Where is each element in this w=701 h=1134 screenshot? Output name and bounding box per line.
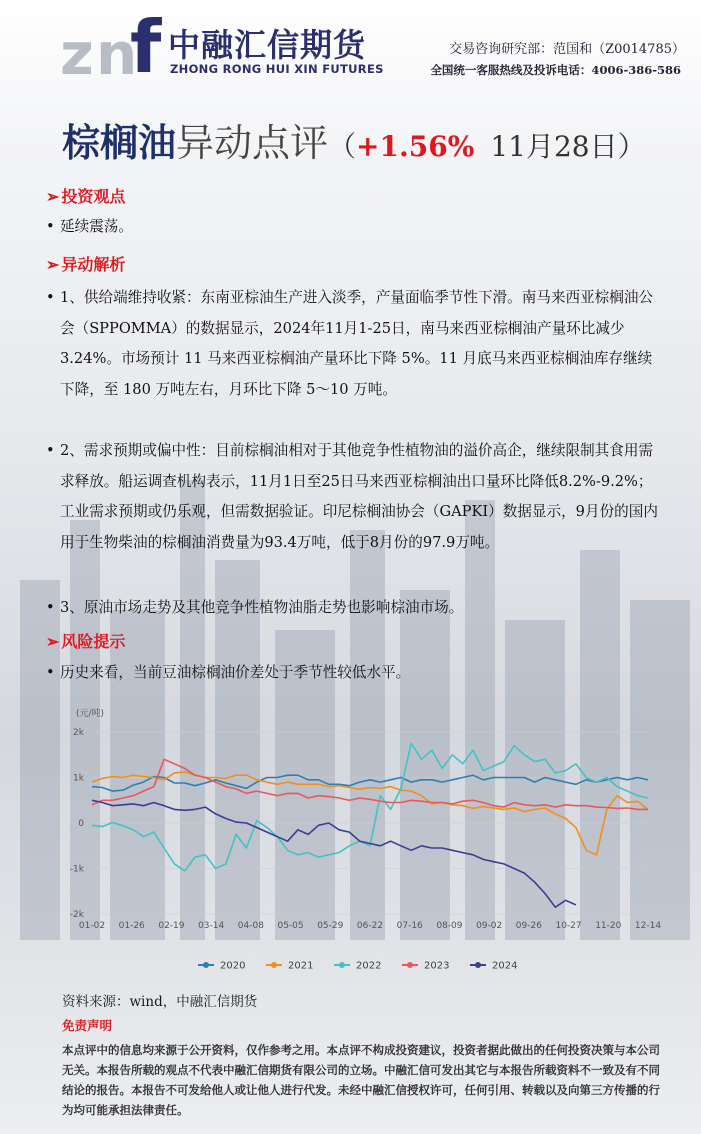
legend-label: 2023 [424, 960, 450, 972]
bullet-icon: • [46, 218, 55, 235]
disclaimer-text: 本点评中的信息均来源于公开资料，仅作参考之用。本点评不构成投资建议，投资者据此做出的任何投资决策与本公司无关。本报告所载的观点不代表中融汇信期货有限公司的立场。中融汇信可发出其它与本报告所载资料不一致及有不同结论的报告。本报告不可发给他人或让他人进行代发。未经中融汇信授权许可，任何引用、转载以及向第三方传播的行为均可能承担法律责任。 [62, 1043, 660, 1117]
x-tick-label: 03-14 [198, 921, 225, 931]
legend-label: 2022 [356, 960, 382, 972]
section-analysis-title: ➢ 异动解析 [46, 255, 126, 274]
x-tick-label: 11-20 [595, 921, 622, 931]
company-name-en: ZHONG RONG HUI XIN FUTURES [170, 62, 384, 76]
x-tick-label: 12-14 [634, 921, 662, 931]
svg-text:f: f [130, 5, 162, 89]
svg-text:n: n [96, 20, 138, 88]
bullet-icon: • [46, 664, 55, 681]
title-open-paren: （ [328, 130, 357, 163]
arrow-icon: ➢ [46, 632, 60, 651]
section-view-title: ➢ 投资观点 [46, 187, 126, 206]
legend-marker [203, 962, 209, 968]
y-tick-label: 2k [73, 728, 84, 738]
arrow-icon: ➢ [46, 255, 60, 274]
section-risk-title: ➢ 风险提示 [46, 632, 126, 651]
x-tick-label: 01-26 [118, 921, 145, 931]
arrow-icon: ➢ [46, 187, 60, 206]
svg-text:z: z [60, 20, 94, 88]
x-tick-label: 07-16 [396, 921, 423, 931]
y-tick-label: 0 [78, 819, 84, 829]
legend-marker [407, 962, 413, 968]
title-date: 11月28日） [490, 130, 646, 163]
x-tick-label: 02-19 [158, 921, 185, 931]
view-text: • 延续震荡。 [46, 212, 666, 243]
series-line-2023 [92, 759, 648, 809]
series-line-2022 [92, 743, 648, 870]
title-subtitle: 异动点评 [176, 121, 329, 165]
x-tick-label: 05-29 [317, 921, 344, 931]
risk-text: • 历史来看，当前豆油棕榈油价差处于季节性较低水平。 [46, 658, 666, 689]
disclaimer-title: 免责声明 [62, 1018, 113, 1033]
analysis-point-1: • 1、供给端维持收紧：东南亚棕油生产进入淡季，产量面临季节性下滑。南马来西亚棕榈油公会（SPPOMMA）的数据显示，2024年11月1-25日，南马来西亚棕榈油产量环比减少3.24%。市场预计 11 马来西亚棕榈油产量环比下降 5%。11 月底马来西亚棕榈油库存继续下降，至 180 万吨左右，月环比下降 5～10 万吨。 [46, 283, 666, 405]
title-change: +1.56% [356, 130, 475, 163]
x-tick-label: 10-27 [555, 921, 582, 931]
x-tick-label: 05-05 [277, 921, 304, 931]
page-title [62, 112, 646, 167]
legend-marker [475, 962, 481, 968]
bullet-icon: • [46, 442, 55, 459]
company-logo-icon [58, 5, 168, 89]
legend-marker [339, 962, 345, 968]
x-tick-label: 01-02 [78, 921, 106, 931]
y-tick-label: 1k [73, 773, 84, 784]
title-product: 棕榈油 [62, 120, 177, 165]
x-tick-label: 09-26 [515, 921, 542, 931]
analysis-point-3: • 3、原油市场走势及其他竞争性植物油脂走势也影响棕油市场。 [46, 593, 666, 624]
bullet-icon: • [46, 599, 55, 616]
legend-label: 2024 [492, 960, 518, 972]
spread-chart [48, 700, 662, 980]
legend-label: 2021 [288, 960, 314, 972]
y-axis-label: (元/吨) [76, 709, 105, 719]
analyst-contact: 交易咨询研究部：范国和（Z0014785） [449, 42, 685, 57]
y-tick-label: -1k [69, 864, 84, 875]
legend-marker [271, 962, 277, 968]
analysis-point-2: • 2、需求预期或偏中性：目前棕榈油相对于其他竞争性植物油的溢价高企，继续限制其食用需求释放。船运调查机构表示，11月1日至25日马来西亚棕榈油出口量环比降低8.2%-9.2%；工业需求预期或仍乐观，但需数据验证。印尼棕榈油协会（GAPKI）数据显示，9月份的国内用于生物柴油的棕榈油消费量为93.4万吨，低于8月份的97.9万吨。 [46, 436, 666, 558]
company-name-cn: 中融汇信期货 [168, 26, 367, 64]
x-tick-label: 09-02 [476, 921, 503, 931]
legend-label: 2020 [220, 960, 246, 972]
bullet-icon: • [46, 289, 55, 306]
x-tick-label: 08-09 [436, 921, 463, 931]
y-tick-label: -2k [69, 910, 84, 920]
x-tick-label: 04-08 [237, 921, 264, 931]
data-source: 资料来源：wind，中融汇信期货 [62, 994, 258, 1010]
header [0, 0, 701, 100]
hotline-contact: 全国统一客服热线及投诉电话：4006-386-586 [430, 63, 681, 77]
x-tick-label: 06-22 [356, 921, 384, 931]
